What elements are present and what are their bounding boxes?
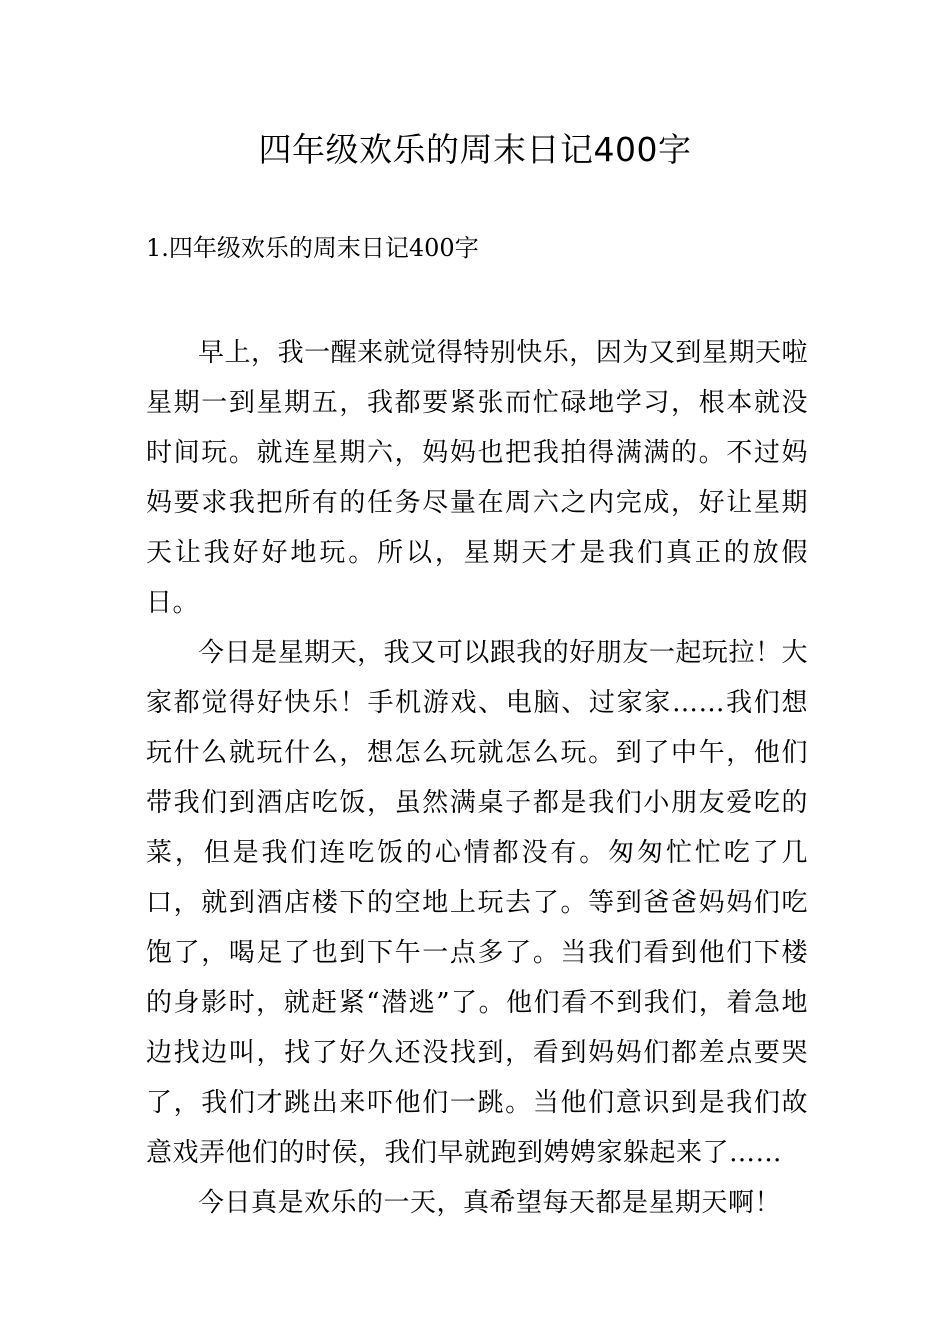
document-title: 四年级欢乐的周末日记400字 bbox=[258, 130, 692, 169]
document-body bbox=[146, 328, 808, 1228]
paragraph-1: 早上，我一醒来就觉得特别快乐，因为又到星期天啦星期一到星期五，我都要紧张而忙碌地学习，根本就没时间玩。就连星期六，妈妈也把我拍得满满的。不过妈妈要求我把所有的任务尽量在周六之内完成，好让星期天让我好好地玩。所以，星期天才是我们真正的放假日。 bbox=[146, 338, 808, 618]
paragraph-2: 今日是星期天，我又可以跟我的好朋友一起玩拉！大家都觉得好快乐！手机游戏、电脑、过家家……我们想玩什么就玩什么，想怎么玩就怎么玩。到了中午，他们带我们到酒店吃饭，虽然满桌子都是我们小朋友爱吃的菜，但是我们连吃饭的心情都没有。匆匆忙忙吃了几口，就到酒店楼下的空地上玩去了。等到爸爸妈妈们吃饱了，喝足了也到下午一点多了。当我们看到他们下楼的身影时，就赶紧“潜逃”了。他们看不到我们，着急地边找边叫，找了好久还没找到，看到妈妈们都差点要哭了，我们才跳出来吓他们一跳。当他们意识到是我们故意戏弄他们的时侯，我们早就跑到娉娉家躲起来了…… bbox=[146, 638, 808, 1168]
section-heading: 1.四年级欢乐的周末日记400字 bbox=[146, 234, 479, 262]
paragraph-3: 今日真是欢乐的一天，真希望每天都是星期天啊！ bbox=[198, 1188, 782, 1218]
